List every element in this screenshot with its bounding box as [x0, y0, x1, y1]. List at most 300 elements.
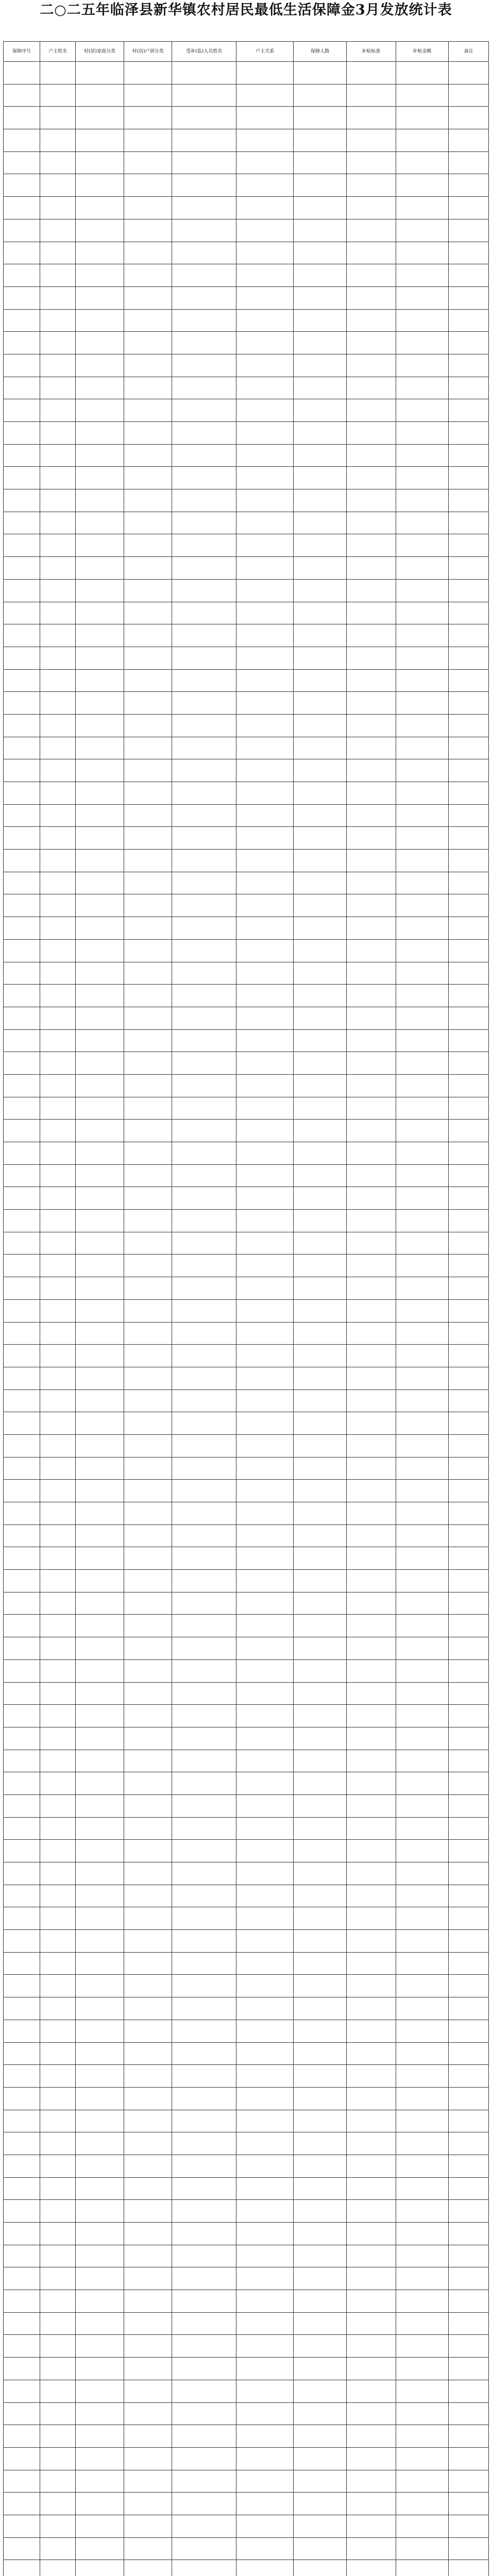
table-cell [4, 827, 40, 850]
table-cell [76, 2312, 124, 2335]
table-cell [396, 1547, 448, 1570]
table-cell [76, 1615, 124, 1637]
table-cell [172, 1840, 236, 1862]
table-cell [449, 2312, 489, 2335]
table-cell [346, 2042, 396, 2065]
table-cell [40, 309, 76, 332]
table-row [4, 197, 489, 219]
table-cell [449, 1412, 489, 1435]
table-cell [76, 692, 124, 715]
table-cell [449, 827, 489, 850]
table-cell [449, 242, 489, 264]
table-cell [346, 354, 396, 377]
table-cell [346, 2132, 396, 2155]
table-cell [294, 1255, 346, 1277]
table-row [4, 2358, 489, 2380]
table-cell [4, 1277, 40, 1300]
table-cell [346, 2402, 396, 2425]
table-row [4, 1389, 489, 1412]
table-cell [294, 1840, 346, 1862]
table-cell [396, 354, 448, 377]
table-cell [172, 1255, 236, 1277]
table-cell [76, 2560, 124, 2576]
table-cell [172, 1772, 236, 1795]
table-cell [396, 2267, 448, 2290]
table-cell [4, 2065, 40, 2088]
table-row [4, 1772, 489, 1795]
table-cell [172, 467, 236, 489]
table-cell [76, 151, 124, 174]
table-cell [76, 2087, 124, 2110]
table-cell [396, 1570, 448, 1592]
table-cell [236, 1007, 294, 1029]
table-cell [4, 1682, 40, 1705]
table-row [4, 1975, 489, 1997]
table-cell [294, 1164, 346, 1187]
table-cell [172, 714, 236, 737]
table-cell [396, 804, 448, 827]
table-cell [236, 1615, 294, 1637]
table-cell [294, 2425, 346, 2448]
table-cell [124, 1817, 172, 1840]
table-cell [76, 2515, 124, 2537]
table-cell [294, 1817, 346, 1840]
table-cell [346, 1615, 396, 1637]
table-cell [449, 1794, 489, 1817]
table-cell [40, 2312, 76, 2335]
table-cell [294, 804, 346, 827]
table-cell [4, 1997, 40, 2020]
table-cell [4, 1299, 40, 1322]
table-cell [236, 1232, 294, 1255]
table-cell [236, 2312, 294, 2335]
table-cell [172, 1142, 236, 1165]
table-cell [76, 1097, 124, 1120]
table-cell [294, 1210, 346, 1232]
table-cell [236, 894, 294, 917]
table-cell [4, 872, 40, 894]
table-cell [40, 1029, 76, 1052]
table-cell [40, 872, 76, 894]
table-cell [172, 1074, 236, 1097]
table-cell [236, 2515, 294, 2537]
table-cell [396, 219, 448, 242]
table-cell [346, 737, 396, 759]
table-cell [396, 1524, 448, 1547]
table-row [4, 714, 489, 737]
table-cell [396, 1007, 448, 1029]
table-cell [236, 759, 294, 782]
table-cell [172, 534, 236, 557]
table-cell [76, 782, 124, 805]
table-cell [124, 1840, 172, 1862]
table-cell [236, 2200, 294, 2223]
table-cell [4, 737, 40, 759]
table-cell [396, 1480, 448, 1502]
table-cell [76, 2132, 124, 2155]
table-cell [124, 332, 172, 354]
table-cell [4, 2425, 40, 2448]
table-cell [40, 804, 76, 827]
table-cell [346, 1750, 396, 1772]
table-cell [236, 467, 294, 489]
table-cell [236, 1592, 294, 1615]
table-cell [236, 2402, 294, 2425]
table-cell [346, 1659, 396, 1682]
table-cell [172, 759, 236, 782]
table-cell [40, 1322, 76, 1345]
table-cell [396, 557, 448, 580]
table-cell [124, 444, 172, 467]
table-cell [294, 2042, 346, 2065]
table-cell [124, 2515, 172, 2537]
table-cell [346, 2290, 396, 2313]
table-cell [40, 1997, 76, 2020]
table-cell [4, 1952, 40, 1975]
table-cell [172, 917, 236, 940]
table-cell [4, 917, 40, 940]
table-cell [4, 804, 40, 827]
table-row [4, 1705, 489, 1727]
table-cell [449, 2042, 489, 2065]
page-title: 二○二五年临泽县新华镇农村居民最低生活保障金3月发放统计表 [40, 2, 452, 18]
table-cell [236, 804, 294, 827]
table-cell [172, 2245, 236, 2267]
table-cell [449, 2425, 489, 2448]
table-cell [396, 489, 448, 512]
table-cell [396, 1299, 448, 1322]
table-cell [449, 2020, 489, 2042]
table-cell [236, 737, 294, 759]
table-cell [346, 219, 396, 242]
table-cell [396, 2110, 448, 2132]
table-cell [172, 1389, 236, 1412]
table-cell [124, 399, 172, 422]
table-cell [124, 1592, 172, 1615]
table-cell [124, 2402, 172, 2425]
table-cell [172, 2223, 236, 2245]
table-row [4, 2267, 489, 2290]
table-row [4, 1817, 489, 1840]
table-cell [76, 624, 124, 647]
table-cell [40, 557, 76, 580]
table-row [4, 1750, 489, 1772]
table-cell [124, 2470, 172, 2493]
table-cell [346, 1682, 396, 1705]
table-cell [449, 1457, 489, 1480]
table-cell [236, 399, 294, 422]
table-cell [294, 2020, 346, 2042]
table-cell [396, 534, 448, 557]
header-row [4, 42, 489, 62]
table-cell [294, 1029, 346, 1052]
table-cell [124, 1570, 172, 1592]
table-cell [396, 759, 448, 782]
table-cell [172, 1952, 236, 1975]
table-cell [124, 354, 172, 377]
table-cell [294, 2515, 346, 2537]
table-row [4, 872, 489, 894]
table-cell [4, 2515, 40, 2537]
table-cell [449, 2515, 489, 2537]
table-cell [396, 309, 448, 332]
table-cell [294, 2358, 346, 2380]
table-row [4, 1232, 489, 1255]
table-cell [236, 1930, 294, 1953]
table-cell [124, 579, 172, 602]
table-row [4, 399, 489, 422]
table-cell [40, 107, 76, 129]
table-row [4, 557, 489, 580]
table-cell [76, 1074, 124, 1097]
table-cell [294, 62, 346, 84]
table-cell [294, 1187, 346, 1210]
table-cell [236, 962, 294, 985]
table-cell [4, 1389, 40, 1412]
table-cell [4, 489, 40, 512]
table-cell [124, 489, 172, 512]
table-cell [124, 692, 172, 715]
table-cell [396, 624, 448, 647]
table-cell [4, 1547, 40, 1570]
table-cell [76, 62, 124, 84]
column-header: 村(居)家庭分类 [76, 42, 124, 62]
table-cell [4, 197, 40, 219]
table-cell [346, 2560, 396, 2576]
table-cell [40, 782, 76, 805]
table-cell [124, 1277, 172, 1300]
table-cell [236, 1997, 294, 2020]
table-cell [124, 2537, 172, 2560]
table-cell [449, 2537, 489, 2560]
table-cell [76, 2110, 124, 2132]
table-cell [396, 2200, 448, 2223]
table-cell [294, 1952, 346, 1975]
table-cell [294, 1389, 346, 1412]
table-row [4, 1187, 489, 1210]
table-cell [76, 557, 124, 580]
table-cell [40, 1727, 76, 1750]
table-cell [236, 2020, 294, 2042]
table-cell [4, 1727, 40, 1750]
table-cell [294, 985, 346, 1007]
table-cell [40, 2155, 76, 2177]
table-row [4, 286, 489, 309]
table-cell [294, 354, 346, 377]
table-row [4, 174, 489, 197]
table-cell [172, 1029, 236, 1052]
table-cell [236, 2335, 294, 2358]
table-cell [396, 1997, 448, 2020]
table-cell [346, 872, 396, 894]
table-cell [124, 2177, 172, 2200]
table-cell [4, 2087, 40, 2110]
table-row [4, 2560, 489, 2576]
table-cell [172, 1907, 236, 1930]
table-cell [236, 1074, 294, 1097]
table-cell [346, 1592, 396, 1615]
table-cell [449, 782, 489, 805]
table-cell [294, 2087, 346, 2110]
table-cell [124, 2132, 172, 2155]
table-cell [396, 1322, 448, 1345]
table-cell [346, 1187, 396, 1210]
table-row [4, 894, 489, 917]
table-cell [40, 1074, 76, 1097]
table-cell [172, 107, 236, 129]
table-cell [124, 107, 172, 129]
table-cell [236, 1750, 294, 1772]
table-cell [172, 2402, 236, 2425]
table-cell [449, 1727, 489, 1750]
table-cell [124, 827, 172, 850]
table-cell [124, 1120, 172, 1142]
table-cell [172, 129, 236, 152]
table-cell [294, 377, 346, 399]
table-cell [172, 1502, 236, 1525]
table-cell [4, 512, 40, 534]
table-cell [396, 2290, 448, 2313]
table-cell [4, 2042, 40, 2065]
table-cell [172, 2470, 236, 2493]
table-row [4, 332, 489, 354]
table-cell [76, 602, 124, 624]
table-cell [294, 1299, 346, 1322]
table-row [4, 827, 489, 850]
table-cell [40, 692, 76, 715]
table-cell [449, 1570, 489, 1592]
table-cell [236, 107, 294, 129]
table-cell [4, 2380, 40, 2402]
table-cell [124, 1750, 172, 1772]
table-cell [294, 1120, 346, 1142]
table-cell [124, 872, 172, 894]
table-cell [396, 1255, 448, 1277]
table-cell [294, 714, 346, 737]
table-cell [449, 174, 489, 197]
table-cell [346, 1052, 396, 1075]
table-cell [40, 827, 76, 850]
table-row [4, 1592, 489, 1615]
table-cell [172, 1930, 236, 1953]
table-cell [76, 242, 124, 264]
table-cell [40, 1389, 76, 1412]
table-cell [449, 1210, 489, 1232]
table-cell [294, 107, 346, 129]
table-cell [236, 2110, 294, 2132]
table-cell [124, 62, 172, 84]
table-cell [294, 1097, 346, 1120]
table-cell [76, 1817, 124, 1840]
table-row [4, 309, 489, 332]
table-cell [346, 602, 396, 624]
table-cell [294, 1705, 346, 1727]
table-cell [40, 2200, 76, 2223]
table-cell [236, 1840, 294, 1862]
table-row [4, 1074, 489, 1097]
table-cell [396, 1592, 448, 1615]
table-cell [124, 1682, 172, 1705]
table-cell [396, 2245, 448, 2267]
table-cell [124, 1862, 172, 1885]
table-cell [449, 985, 489, 1007]
table-cell [76, 2290, 124, 2313]
table-cell [294, 557, 346, 580]
table-cell [236, 534, 294, 557]
table-cell [346, 1930, 396, 1953]
table-row [4, 1659, 489, 1682]
table-cell [294, 1637, 346, 1660]
table-cell [236, 985, 294, 1007]
table-cell [76, 377, 124, 399]
table-cell [396, 894, 448, 917]
table-cell [396, 1750, 448, 1772]
table-cell [236, 782, 294, 805]
column-header: 户主姓名 [40, 42, 76, 62]
table-cell [76, 714, 124, 737]
table-cell [294, 2155, 346, 2177]
table-cell [4, 1524, 40, 1547]
table-cell [396, 467, 448, 489]
table-cell [40, 1277, 76, 1300]
table-cell [172, 219, 236, 242]
table-cell [4, 2267, 40, 2290]
table-cell [172, 174, 236, 197]
table-row [4, 602, 489, 624]
table-cell [449, 1615, 489, 1637]
table-cell [76, 399, 124, 422]
table-cell [76, 2065, 124, 2088]
table-cell [124, 2065, 172, 2088]
table-cell [396, 1975, 448, 1997]
table-cell [346, 579, 396, 602]
table-cell [236, 872, 294, 894]
table-cell [172, 151, 236, 174]
table-cell [40, 2470, 76, 2493]
table-cell [236, 151, 294, 174]
table-cell [76, 1412, 124, 1435]
table-cell [124, 2560, 172, 2576]
table-cell [76, 872, 124, 894]
table-cell [346, 1727, 396, 1750]
table-cell [236, 647, 294, 669]
table-cell [172, 1547, 236, 1570]
table-cell [294, 2470, 346, 2493]
table-cell [4, 1975, 40, 1997]
table-cell [346, 2177, 396, 2200]
table-cell [294, 1659, 346, 1682]
table-cell [124, 1997, 172, 2020]
table-row [4, 1727, 489, 1750]
table-cell [294, 1345, 346, 1367]
table-cell [172, 286, 236, 309]
table-cell [76, 1727, 124, 1750]
table-cell [4, 1367, 40, 1389]
table-cell [40, 2358, 76, 2380]
table-cell [294, 2312, 346, 2335]
table-cell [449, 467, 489, 489]
table-cell [449, 1389, 489, 1412]
table-cell [236, 692, 294, 715]
table-cell [294, 1750, 346, 1772]
table-cell [396, 2358, 448, 2380]
table-cell [4, 444, 40, 467]
table-cell [4, 1457, 40, 1480]
table-cell [124, 129, 172, 152]
table-cell [172, 2447, 236, 2470]
table-cell [294, 962, 346, 985]
table-cell [294, 1592, 346, 1615]
